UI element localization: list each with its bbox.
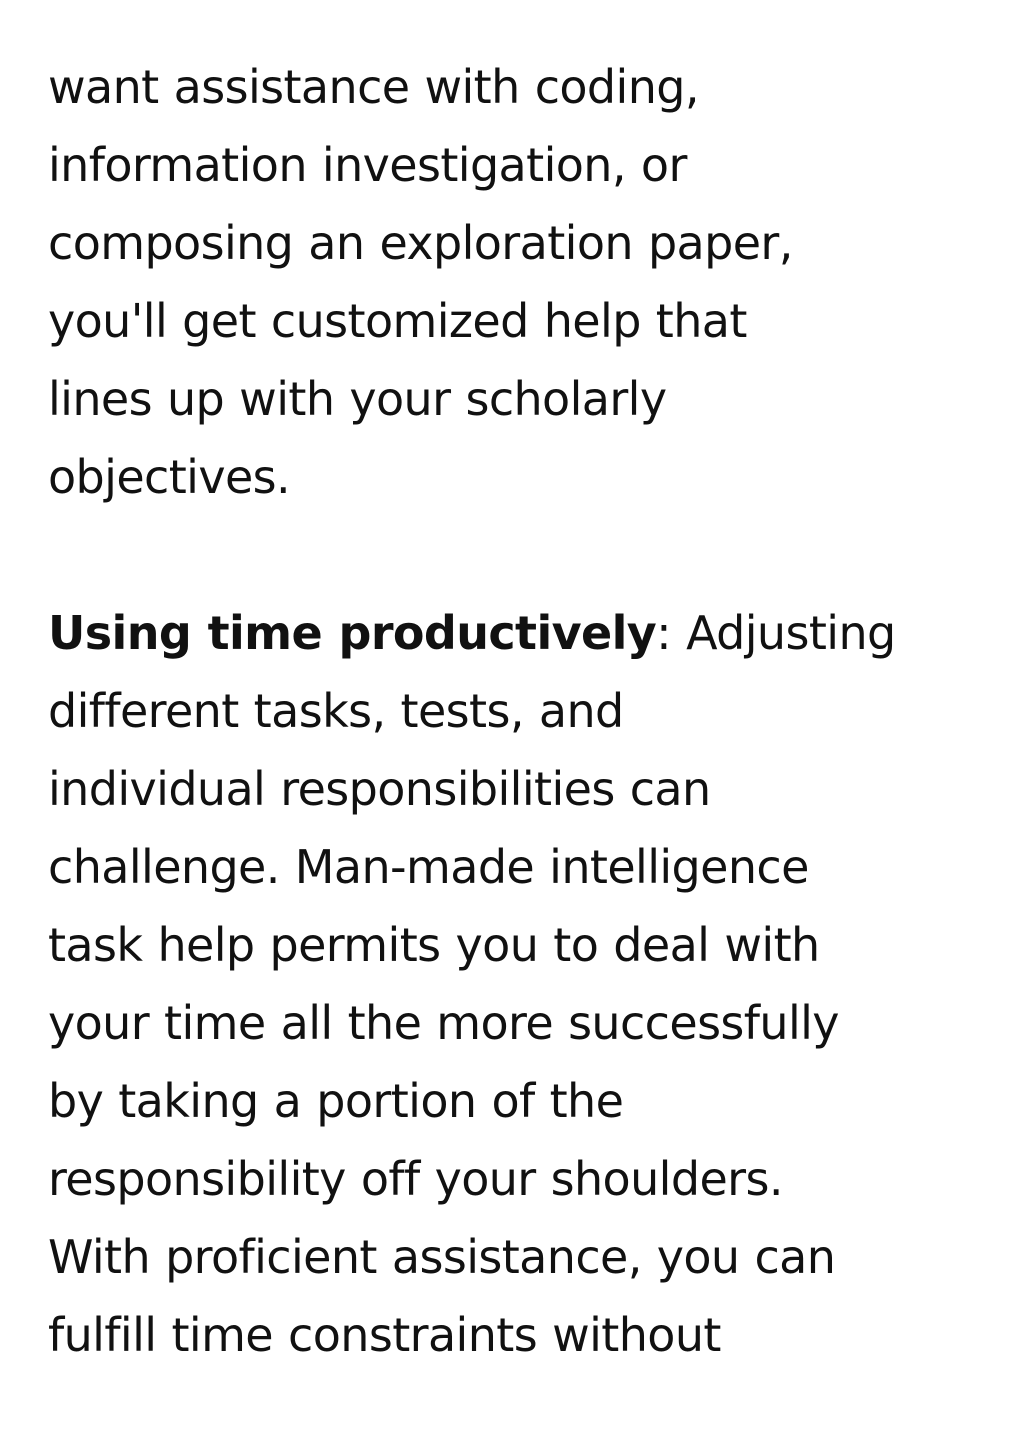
paragraph-academic-goals: [48, 48, 984, 516]
text-line: composing an exploration paper,: [48, 216, 793, 270]
text-line: objectives.: [48, 450, 291, 504]
text-line: individual responsibilities can: [48, 762, 711, 816]
text-line: task help permits you to deal with: [48, 918, 820, 972]
text-line: information investigation, or: [48, 138, 687, 192]
heading-line: [48, 594, 984, 672]
text-line: your time all the more successfully: [48, 996, 839, 1050]
paragraph-time-management: [48, 594, 984, 1374]
text-line: challenge. Man-made intelligence: [48, 840, 809, 894]
text-line: you'll get customized help that: [48, 294, 747, 348]
paragraph-spacer: [48, 516, 984, 594]
text-line: responsibility off your shoulders.: [48, 1152, 783, 1206]
text-line: With proficient assistance, you can: [48, 1230, 836, 1284]
text-line: by taking a portion of the: [48, 1074, 624, 1128]
text-line: different tasks, tests, and: [48, 684, 624, 738]
text-line: want assistance with coding,: [48, 60, 699, 114]
section-heading: Using time productively: [48, 606, 657, 660]
text-line: fulfill time constraints without: [48, 1308, 721, 1362]
heading-suffix: : Adjusting: [656, 606, 896, 660]
text-line: lines up with your scholarly: [48, 372, 667, 426]
